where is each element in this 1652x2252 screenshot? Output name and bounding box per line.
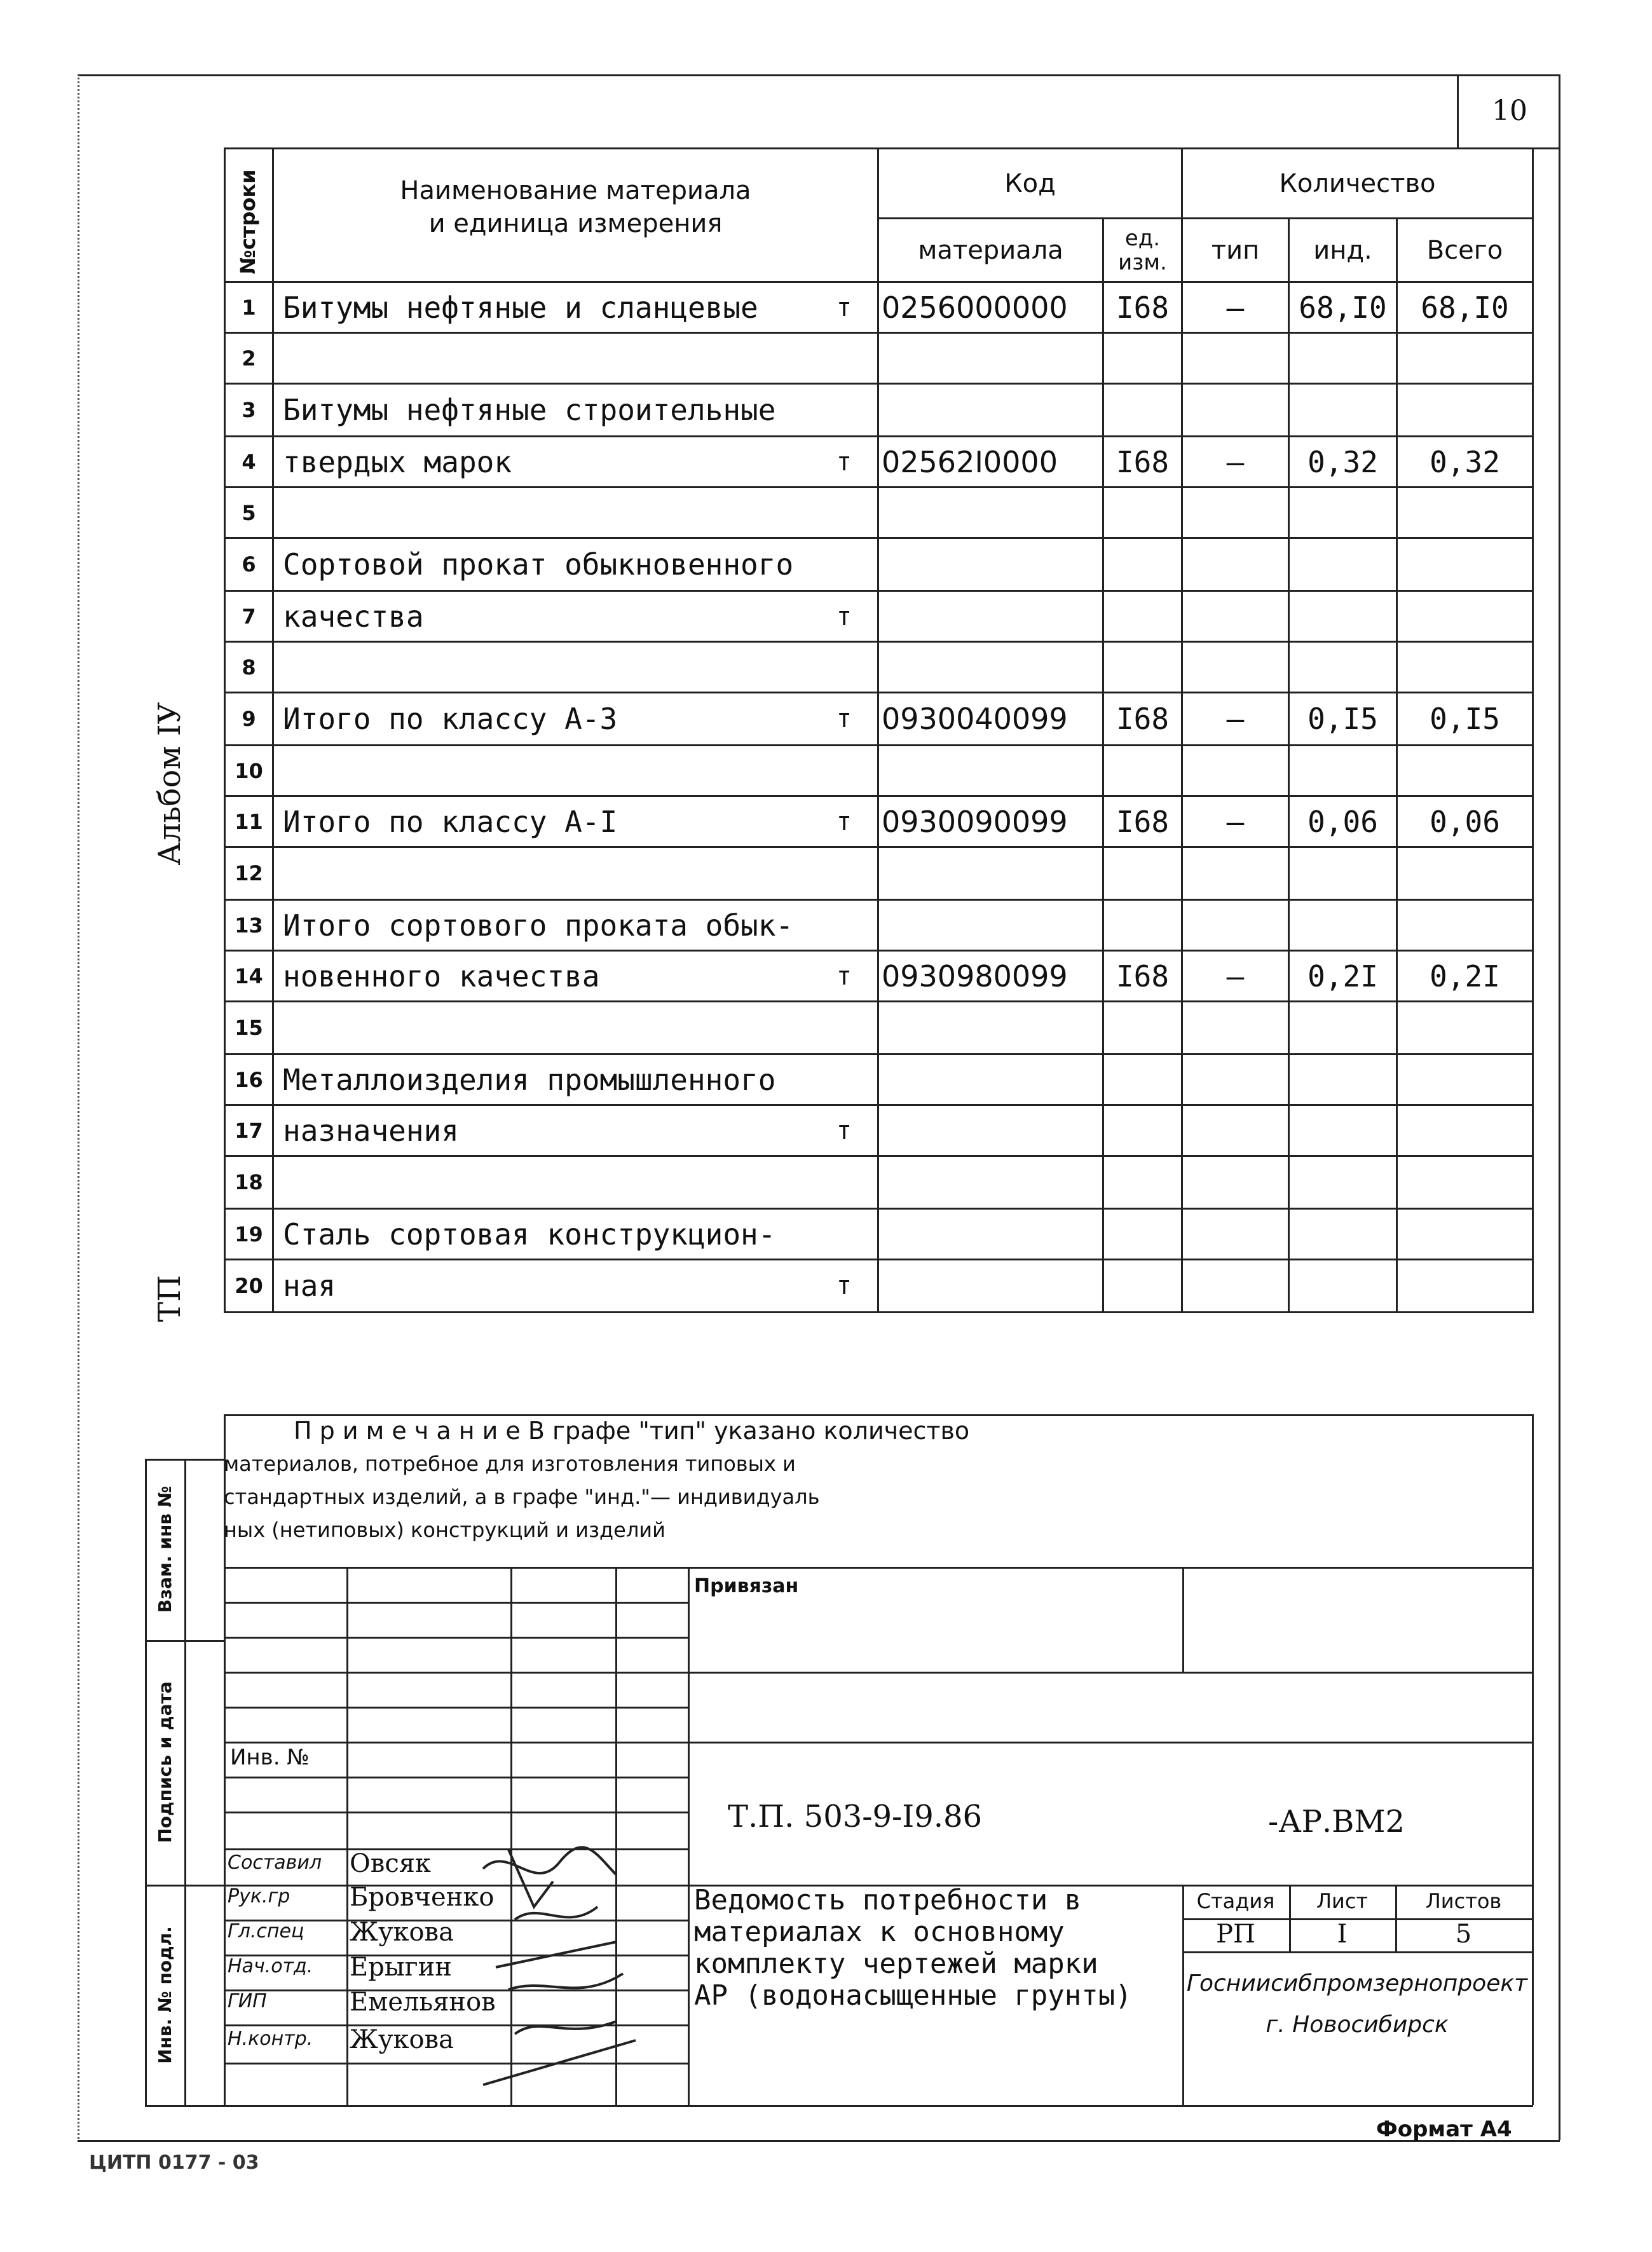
header-code: Код [878, 149, 1182, 219]
material-name-text: ная [283, 1269, 336, 1303]
material-name [273, 1054, 878, 1105]
row-number: 2 [225, 333, 273, 384]
material-unit: т [836, 1271, 852, 1300]
qty-type [1182, 1105, 1289, 1156]
tp-label-wrap [147, 1265, 192, 1328]
qty-total [1397, 847, 1533, 900]
material-code [878, 1105, 1103, 1156]
qty-total [1397, 488, 1533, 538]
qty-ind [1289, 333, 1397, 384]
note-line-4: ных (нетиповых) конструкций и изделий [224, 1518, 666, 1542]
sheet-label: Лист [1316, 1889, 1369, 1913]
unit-code [1103, 384, 1182, 437]
row-number: 6 [225, 538, 273, 591]
header-qty-ind: инд. [1289, 219, 1397, 282]
material-unit: т [836, 704, 852, 734]
unit-code [1103, 847, 1182, 900]
signer-name: Жукова [350, 1918, 454, 1947]
album-label: Альбом IУ [152, 702, 188, 866]
qty-ind [1289, 1156, 1397, 1209]
row-number: 11 [225, 796, 273, 847]
material-name-text: Металлоизделия промышленного [283, 1062, 776, 1097]
signer-name: Емельянов [350, 1988, 496, 2017]
material-name [273, 384, 878, 437]
material-name [273, 1002, 878, 1054]
signer-role: Н.контр. [228, 2028, 313, 2050]
table-row [225, 591, 1533, 642]
qty-total [1397, 591, 1533, 642]
sheets-value: 5 [1455, 1920, 1472, 1949]
description-line-1: Ведомость потребности в [694, 1884, 1082, 1916]
material-unit: т [836, 807, 852, 836]
material-code [878, 384, 1103, 437]
qty-ind: 68,I0 [1289, 282, 1397, 333]
qty-total: 0,I5 [1397, 693, 1533, 746]
table-row [225, 1054, 1533, 1105]
material-unit: т [836, 961, 852, 991]
material-name-text: Битумы нефтяные и сланцевые [283, 290, 758, 325]
material-code [878, 1054, 1103, 1105]
row-number: 15 [225, 1002, 273, 1054]
material-name [273, 847, 878, 900]
qty-type [1182, 488, 1289, 538]
tb-h6 [224, 1777, 688, 1778]
frame-right-border [1559, 74, 1560, 2140]
stamp-mid-line [184, 1459, 186, 2105]
material-name [273, 1105, 878, 1156]
qty-total [1397, 333, 1533, 384]
header-code-material: материала [878, 219, 1103, 282]
row-number: 9 [225, 693, 273, 746]
sheet-value: I [1337, 1920, 1348, 1949]
sheet-description [694, 1885, 1177, 2012]
material-name-text: качества [283, 599, 424, 634]
signer-role: ГИП [228, 1990, 267, 2012]
qty-total [1397, 1156, 1533, 1209]
qty-ind [1289, 847, 1397, 900]
table-row [225, 796, 1533, 847]
material-code: 0930040099 [878, 693, 1103, 746]
table-row [225, 1260, 1533, 1313]
material-code [878, 1002, 1103, 1054]
table-row [225, 384, 1533, 437]
qty-total [1397, 642, 1533, 693]
sheets-label: Листов [1425, 1889, 1502, 1913]
table-row [225, 437, 1533, 488]
header-row-no-label: №строки [236, 169, 260, 275]
header-quantity: Количество [1182, 149, 1533, 219]
qty-ind: 0,06 [1289, 796, 1397, 847]
qty-total [1397, 1209, 1533, 1260]
unit-code [1103, 538, 1182, 591]
signatures-drawing [470, 1831, 661, 2098]
qty-type [1182, 1002, 1289, 1054]
material-code: 0256000000 [878, 282, 1103, 333]
signer-role: Рук.гр [228, 1885, 290, 1907]
unit-code [1103, 591, 1182, 642]
qty-total [1397, 1105, 1533, 1156]
tb-right-line [1532, 1414, 1534, 2105]
material-name [273, 437, 878, 488]
material-code [878, 538, 1103, 591]
frame-bottom-border [78, 2140, 1560, 2142]
unit-code [1103, 1105, 1182, 1156]
material-name-text: Итого по классу А-3 [283, 702, 618, 736]
podpis-data-label: Подпись и дата [154, 1681, 175, 1843]
qty-type [1182, 333, 1289, 384]
table-row [225, 282, 1533, 333]
tb-h5 [224, 1742, 1533, 1744]
unit-code [1103, 900, 1182, 951]
album-label-wrap [147, 699, 192, 864]
table-row [225, 951, 1533, 1002]
material-name-text: Итого сортового проката обык- [283, 908, 794, 943]
tp-label: ТП [152, 1275, 188, 1322]
qty-total [1397, 746, 1533, 796]
material-code [878, 488, 1103, 538]
qty-ind [1289, 1260, 1397, 1313]
row-number: 1 [225, 282, 273, 333]
material-name [273, 642, 878, 693]
table-row [225, 1209, 1533, 1260]
row-number: 7 [225, 591, 273, 642]
tb-h2 [224, 1637, 688, 1639]
qty-ind: 0,I5 [1289, 693, 1397, 746]
unit-code [1103, 1002, 1182, 1054]
material-code [878, 1156, 1103, 1209]
material-code [878, 1260, 1103, 1313]
row-number: 14 [225, 951, 273, 1002]
unit-code [1103, 642, 1182, 693]
material-code: 0930980099 [878, 951, 1103, 1002]
material-code [878, 1209, 1103, 1260]
table-row [225, 1156, 1533, 1209]
material-code [878, 642, 1103, 693]
tb-v5 [1182, 1567, 1184, 1672]
table-row [225, 538, 1533, 591]
unit-code [1103, 1156, 1182, 1209]
page-number-box [1457, 74, 1560, 149]
row-number: 5 [225, 488, 273, 538]
note-block [224, 1414, 1533, 1567]
note-top-line [224, 1414, 1533, 1416]
qty-total: 0,32 [1397, 437, 1533, 488]
org-name: Госниисибпромзернопроект [1186, 1970, 1528, 1996]
tb-h4 [224, 1707, 688, 1709]
qty-type: – [1182, 951, 1289, 1002]
qty-type [1182, 746, 1289, 796]
material-name-text: Итого по классу А-I [283, 804, 618, 839]
table-row [225, 1105, 1533, 1156]
qty-type [1182, 538, 1289, 591]
header-row-no [225, 149, 273, 282]
note-line-3: стандартных изделий, а в графе "инд."— индивидуаль [224, 1485, 820, 1509]
material-code: 02562I0000 [878, 437, 1103, 488]
qty-type [1182, 591, 1289, 642]
material-unit: т [836, 292, 852, 322]
qty-type [1182, 900, 1289, 951]
unit-code: I68 [1103, 796, 1182, 847]
unit-code [1103, 333, 1182, 384]
signer-name: Овсяк [350, 1849, 431, 1878]
tb-h3 [224, 1672, 1533, 1674]
table-row [225, 1002, 1533, 1054]
stage-h2 [1182, 1951, 1532, 1953]
podpis-data-wrap [145, 1640, 184, 1885]
qty-total [1397, 900, 1533, 951]
unit-code [1103, 488, 1182, 538]
tb-v4 [688, 1567, 690, 2105]
row-number: 4 [225, 437, 273, 488]
tb-h7 [224, 1812, 688, 1813]
signer-role: Гл.спец [228, 1920, 304, 1942]
tb-left-line [224, 1414, 226, 2105]
signer-role: Нач.отд. [228, 1955, 313, 1977]
qty-type [1182, 642, 1289, 693]
qty-ind [1289, 1209, 1397, 1260]
qty-ind [1289, 538, 1397, 591]
material-code [878, 900, 1103, 951]
header-name-line2: и единица измерения [428, 209, 723, 238]
qty-ind [1289, 642, 1397, 693]
note-line-2: материалов, потребное для изготовления типовых и [224, 1452, 796, 1476]
material-name-text: назначения [283, 1113, 459, 1148]
material-name [273, 900, 878, 951]
material-name [273, 746, 878, 796]
qty-ind: 0,2I [1289, 951, 1397, 1002]
tb-bottom-line [224, 2105, 1533, 2107]
qty-total [1397, 538, 1533, 591]
table-row [225, 333, 1533, 384]
materials-table [224, 147, 1534, 1313]
page-number: 10 [1492, 95, 1527, 127]
footer-stamp: ЦИТП 0177 - 03 [89, 2152, 259, 2174]
row-number: 13 [225, 900, 273, 951]
material-name [273, 488, 878, 538]
row-number: 3 [225, 384, 273, 437]
table-row [225, 847, 1533, 900]
description-line-3: комплекту чертежей марки [694, 1948, 1098, 1980]
tb-h1 [224, 1602, 688, 1604]
material-code [878, 591, 1103, 642]
org-city: г. Новосибирск [1266, 2012, 1449, 2038]
material-unit: т [836, 601, 852, 631]
vzam-inv-wrap [145, 1459, 184, 1640]
unit-code: I68 [1103, 693, 1182, 746]
row-number: 17 [225, 1105, 273, 1156]
unit-code [1103, 1209, 1182, 1260]
table-row [225, 488, 1533, 538]
stage-label: Стадия [1196, 1889, 1275, 1913]
material-name [273, 1156, 878, 1209]
material-name-text: твердых марок [283, 444, 512, 479]
doc-code: Т.П. 503-9-I9.86 [728, 1799, 983, 1834]
qty-type: – [1182, 693, 1289, 746]
header-code-unit: ед. изм. [1103, 219, 1182, 282]
row-number: 16 [225, 1054, 273, 1105]
qty-ind [1289, 384, 1397, 437]
description-line-4: АР (водонасыщенные грунты) [694, 1979, 1132, 2012]
privyazan-label: Привязан [694, 1575, 799, 1597]
row-number: 8 [225, 642, 273, 693]
qty-ind [1289, 1105, 1397, 1156]
tb-top-line [224, 1567, 1533, 1569]
qty-type: – [1182, 437, 1289, 488]
qty-type [1182, 1209, 1289, 1260]
header-qty-type: тип [1182, 219, 1289, 282]
header-name-line1: Наименование материала [400, 176, 751, 205]
qty-type [1182, 384, 1289, 437]
material-name [273, 1260, 878, 1313]
unit-code: I68 [1103, 951, 1182, 1002]
signer-role: Составил [228, 1852, 322, 1874]
unit-code [1103, 1054, 1182, 1105]
unit-code [1103, 1260, 1182, 1313]
material-name-text: новенного качества [283, 959, 600, 993]
stage-value: РП [1216, 1920, 1255, 1949]
material-unit: т [836, 1116, 852, 1145]
material-name [273, 1209, 878, 1260]
material-code [878, 333, 1103, 384]
material-name [273, 538, 878, 591]
material-unit: т [836, 447, 852, 477]
qty-type: – [1182, 282, 1289, 333]
table-row [225, 900, 1533, 951]
header-name [273, 149, 878, 282]
qty-type [1182, 1156, 1289, 1209]
material-name-text: Битумы нефтяные строительные [283, 393, 776, 427]
signer-name: Ерыгин [350, 1953, 452, 1982]
row-number: 19 [225, 1209, 273, 1260]
note-line-1: П р и м е ч а н и е В графе "тип" указано количество [294, 1417, 970, 1445]
header-qty-total: Всего [1397, 219, 1533, 282]
qty-type [1182, 1260, 1289, 1313]
material-name [273, 693, 878, 746]
qty-total: 68,I0 [1397, 282, 1533, 333]
material-code [878, 746, 1103, 796]
qty-type [1182, 1054, 1289, 1105]
qty-total [1397, 1002, 1533, 1054]
material-name-text: Сталь сортовая конструкцион- [283, 1217, 776, 1252]
qty-total [1397, 1260, 1533, 1313]
material-name [273, 282, 878, 333]
vzam-inv-label: Взам. инв № [154, 1485, 175, 1613]
qty-ind [1289, 746, 1397, 796]
row-number: 10 [225, 746, 273, 796]
signer-name: Жукова [350, 2025, 454, 2054]
table-row [225, 642, 1533, 693]
doc-mark: -АР.ВМ2 [1268, 1804, 1405, 1839]
material-name [273, 951, 878, 1002]
format-label: Формат А4 [1376, 2117, 1512, 2142]
qty-ind [1289, 1054, 1397, 1105]
qty-ind: 0,32 [1289, 437, 1397, 488]
qty-total [1397, 384, 1533, 437]
signer-name: Бровченко [350, 1883, 495, 1912]
row-number: 20 [225, 1260, 273, 1313]
unit-code: I68 [1103, 282, 1182, 333]
qty-ind [1289, 900, 1397, 951]
qty-type: – [1182, 796, 1289, 847]
qty-total [1397, 1054, 1533, 1105]
material-code [878, 847, 1103, 900]
stamp-bottom [145, 2105, 224, 2107]
material-name [273, 591, 878, 642]
material-name-text: Сортовой прокат обыкновенного [283, 547, 794, 582]
material-name [273, 333, 878, 384]
materials-rows [225, 282, 1533, 1313]
row-number: 18 [225, 1156, 273, 1209]
qty-ind [1289, 1002, 1397, 1054]
material-code: 0930090099 [878, 796, 1103, 847]
unit-code [1103, 746, 1182, 796]
row-number: 12 [225, 847, 273, 900]
unit-code: I68 [1103, 437, 1182, 488]
qty-type [1182, 847, 1289, 900]
inv-no-label: Инв. № [230, 1745, 310, 1770]
qty-total: 0,2I [1397, 951, 1533, 1002]
qty-ind [1289, 591, 1397, 642]
description-line-2: материалах к основному [694, 1916, 1065, 1948]
qty-ind [1289, 488, 1397, 538]
qty-total: 0,06 [1397, 796, 1533, 847]
inv-podl-label: Инв. № подл. [154, 1926, 175, 2064]
material-name [273, 796, 878, 847]
table-row [225, 746, 1533, 796]
table-row [225, 693, 1533, 746]
inv-podl-wrap [145, 1885, 184, 2105]
